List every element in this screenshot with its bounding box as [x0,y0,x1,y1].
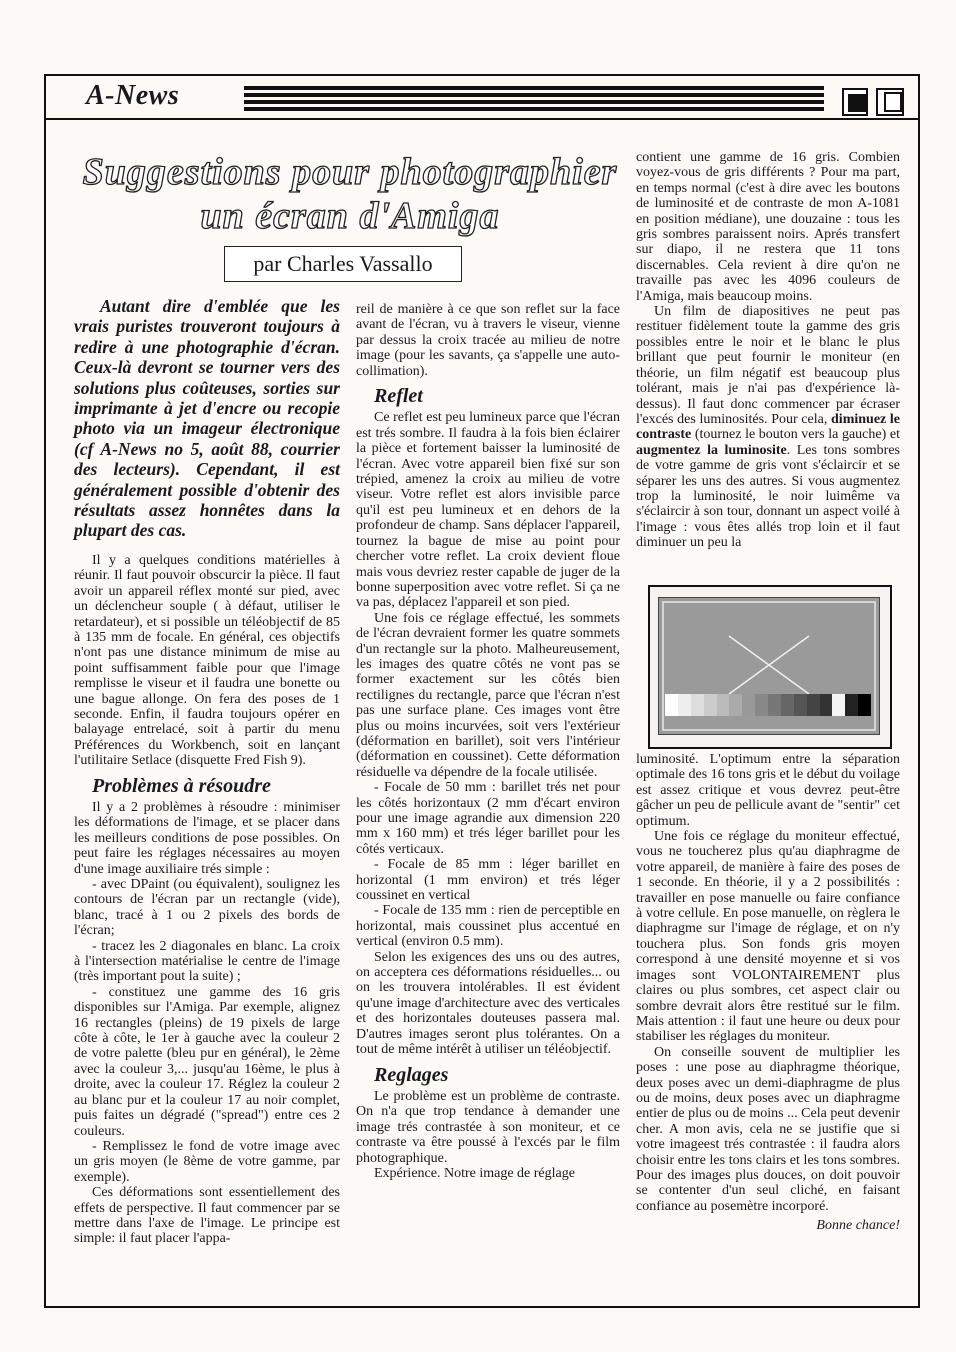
list-item: - tracez les 2 diagonales en blanc. La croix à l'intersection matérialise le centre de l'image (très important pout la suite) ; [74,938,340,985]
paragraph: Il y a 2 problèmes à résoudre : minimiser les déformations de l'image, et se placer dans les meilleurs conditions de pose possibles. On peut faire les réglages nécessaires au moyen d'une image auxiliaire trés simple : [74,799,340,877]
paragraph: Ces déformations sont essentiellement des effets de perspective. Il faut commencer par se mettre dans l'axe de l'image. Le principe est simple: il faut placer l'appa- [74,1185,340,1247]
paragraph: Selon les exigences des uns ou des autres, on acceptera ces déformations résiduelles... ou on les trouvera intolérables. Il est évident qu'une image d'architecture avec des verticales et des horizontales douteuses passera mal. D'autres images seront plus tolérantes. On a tout de même intérêt à utiliser un téléobjectif. [356,949,620,1058]
paragraph: Une fois ce réglage du moniteur effectué, vous ne toucherez plus qu'au diaphragme de votre appareil, de manière à faire des poses de 1 seconde. En théorie, il y a 2 possibilités : travailler en pose manuelle ou faire confiance à votre cellule. En pose manuelle, on règlera le diaphragme sur l'image de réglage, et on n'y touchera plus. Son fonds gris moyen correspond à une densité moyenne et si vos images sont VOLONTAIREMENT plus claires ou plus sombres, cet aspect clair ou sombre devrait alors être restitué sur le film. Mais attention : il faut une heure ou deux pour stabiliser les réglages du moniteur. [636,829,900,1045]
list-item: - avec DPaint (ou équivalent), soulignez les contours de l'écran par un rectangle (vide), blanc, tracé à 1 ou 2 pixels des bords de l'écran; [74,877,340,939]
text-run: . Les tons sombres de votre gamme de gris vont s'éclaircir et se séparer les uns des autres. Si vous augmentez trop la luminosité, le noir luimême va s'éclaircir à son tour, donnant un aspect voilé à l'image : vous êtes allés trop loin et il faut diminuer un peu la [636,442,901,551]
bold-text: diminuez le contraste [636,411,901,443]
paragraph: Expérience. Notre image de réglage [374,1165,575,1181]
paragraph: contient une gamme de 16 gris. Combien voyez-vous de gris différents ? Pour ma part, en temps normal (c'est à dire avec les boutons de luminosité et de contraste de mon A-1081 en position médiane), une douzaine : tous les gris sombres paraissent noirs. Aprés transfert sur diapo, il ne restera que 11 tons discernables. Cela revient à dire qu'on ne travaille pas avec les 4096 couleurs de l'Amiga, mais beaucoup moins. [636,150,900,304]
intro-paragraph: Autant dire d'emblée que les vrais puristes trouveront toujours à redire à une photographie d'écran. Ceux-là devront se tourner vers des solutions plus coûteuses, sorties sur imprimante à jet d'encre ou recopie photo via un imageur électronique (cf A-News no 5, août 88, courrier des lecteurs). Cependant, il est généralement possible d'obtenir des résultats assez honnêtes dans la plupart des cas. [74,296,340,541]
list-item: - constituez une gamme des 16 gris disponibles sur l'Amiga. Par exemple, alignez 16 rectangles (pleins) de 19 pixels de large côte à côte, le 1er à gauche avec la couleur 2 de votre palette (bleu pur en général), le 2ème avec la couleur 3,... jusqu'au 16ème, le plus à droite, avec la couleur 17. Réglez la couleur 2 au blanc pur et la couleur 17 au noir complet, puis faites un dégradé ("spread") entre ces 2 couleurs. [74,984,340,1139]
section-title: A-News [86,80,180,111]
list-item: - Remplissez le fond de votre image avec un gris moyen (le 8ème de votre gamme, par exemple). [74,1138,340,1185]
text-run: Un film de diapositives ne peut pas restituer fidèlement toute la gamme des gris possibles entre le noir et le blanc le plus brillant que peut fournir le moniteur (en théorie, un film négatif est beaucoup plus tolérant, mais je n'ai pas d'expérience là-dessus). Il faut donc commencer par écraser l'excés des luminosités. Pour cela, [636,304,900,427]
list-item: - Focale de 85 mm : léger barillet en horizontal (1 mm environ) et trés léger coussinet en vertical [356,857,620,904]
title-line-2: un écran d'Amiga [200,195,500,237]
paragraph [636,304,900,551]
list-item: - Focale de 50 mm : barillet trés net pour les côtés horizontaux (2 mm d'écart environ pour une image agrandie aux dimension 220 mm x 160 mm) et trés léger barillet pour les côtés verticaux. [356,780,620,857]
header-rule-bars [244,86,824,112]
section-heading: Problèmes à résoudre [92,774,271,797]
bold-text: augmentez la luminosite [636,442,787,458]
text-run: (tournez le bouton vers la gauche) et [694,427,900,443]
screen-image [658,597,880,735]
section-heading: Reglages [374,1063,449,1086]
paragraph: On conseille souvent de multiplier les poses : une pose au diaphragme théorique, deux poses avec un demi-diaphragme de plus ou de moins, deux poses avec un diaphragme entier de plus ou de moins ... Cela peut devenir cher. A mon avis, cela ne se justifie que si votre imageest trés contrastée : il faudra alors choisir entre les tons clairs et les tons sombres. Pour des images plus douces, on doit pouvoir se contenter d'un seul cliché, en faisant confiance au posemètre incorporé. [636,1044,900,1214]
paragraph: Une fois ce réglage effectué, les sommets de l'écran devraient former les quatre sommets d'un rectangle sur la photo. Malheureusement, les images des quatre côtés ne vont pas se former exactement sur les côtés bien rectilignes du rectangle, parce que l'écran n'est pas une surface plane. Ces images vont être plus ou moins incurvées, soit vers l'extérieur (déformation en barillet), soit vers l'intérieur (déformation en coussinet). Cette déformation résiduelle va dépendre de la focale utilisée. [356,610,620,780]
column-3-top [636,150,900,551]
byline: par Charles Vassallo [224,246,462,282]
depth-front-icon [848,94,866,112]
column-2 [356,302,620,1181]
sign-off: Bonne chance! [816,1218,900,1234]
test-screen-photo [648,585,892,749]
paragraph: Il y a quelques conditions matérielles à réunir. Il faut pouvoir obscurcir la pièce. Il faut avoir un appareil réflex monté sur pied, avec un déclencheur souple ( à défaut, utiliser le retardateur), et si possible un téléobjectif de 85 à 135 mm de focale. En général, ces objectifs n'ont pas une distance minimum de mise au point suffisamment faible pour que l'image remplisse le viseur et il faudra une bonette ou une bague allonge. On fera des poses de 1 seconde. Enfin, il faudra toujours opérer en balayage entrelacé, soit à partir du menu Préférences du Workbench, soit en lançant l'utilitaire Setlace (disquette Fred Fish 9). [74,552,340,769]
column-1 [74,296,340,1247]
list-item: - Focale de 135 mm : rien de perceptible en horizontal, mais coussinet plus accentué en vertical (environ 0.5 mm). [356,903,620,950]
article-title [80,150,620,238]
gray-scale-strip [665,694,871,716]
section-heading: Reflet [374,385,423,408]
column-3-bottom [636,752,900,1234]
paragraph: reil de manière à ce que son reflet sur la face avant de l'écran, vu à travers le viseur, vienne par dessus la croix tracée au milieu de notre image (pour les savants, ça s'appelle une auto-collimation). [356,302,620,379]
paragraph: Le problème est un problème de contraste. On n'a que trop tendance à demander une image trés contrastée à son moniteur, et ce contraste va être poussé à l'excés par le film photographique. [356,1088,620,1166]
depth-gadget-inner-icon [884,92,902,112]
paragraph: Ce reflet est peu lumineux parce que l'écran est trés sombre. Il faudra à la fois bien éclairer la pièce et fortement baisser la luminosité de l'écran. Avec votre appareil bien fixé sur son trépied, amenez la croix au milieu de votre viseur. Votre reflet est alors invisible parce qu'il est peu lumineux et en dehors de la profondeur de champ. Sans déplacer l'appareil, tournez la bague de mise au point pour chercher votre reflet. La croix devient floue mais vous devriez rester capable de juger de la bonne superposition avec votre reflet. Si ça ne va pas, déplacez l'appareil et son pied. [356,410,620,611]
title-line-1: Suggestions pour photographier [82,151,618,193]
paragraph: luminosité. L'optimum entre la séparation optimale des 16 tons gris et le début du voilage est assez critique et vous devrez peut-être gâcher un peu de pellicule avant de "sentir" cet optimum. [636,752,901,829]
